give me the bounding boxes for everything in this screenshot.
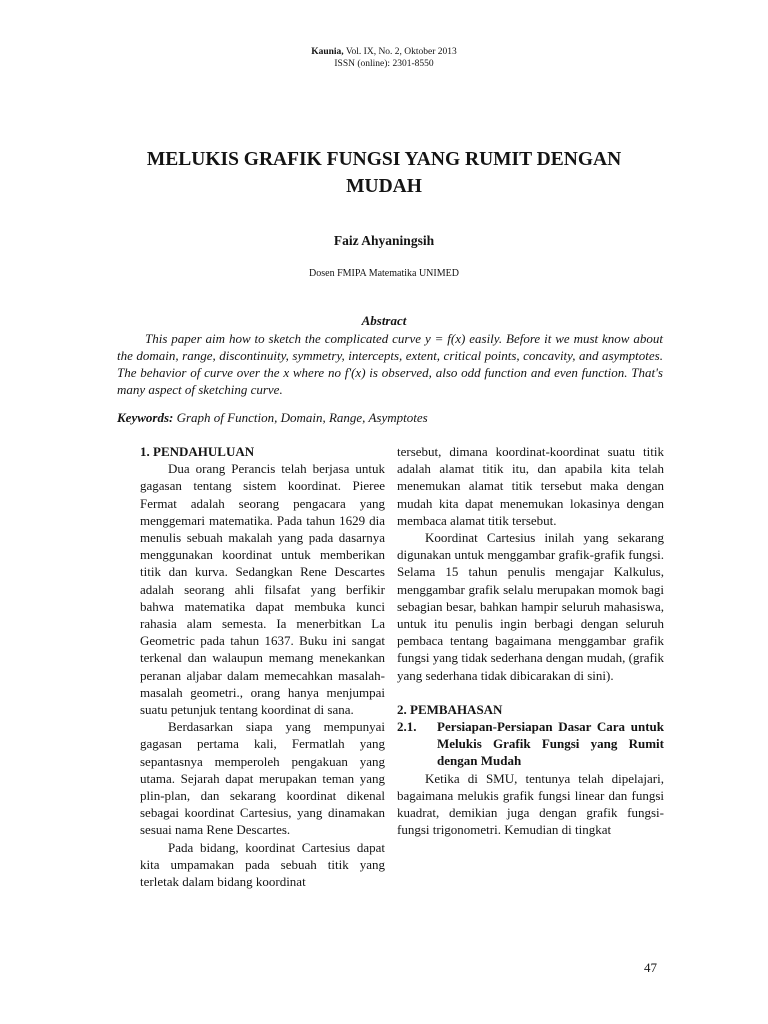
body-paragraph: Ketika di SMU, tentunya telah dipelajari, bagaimana melukis grafik fungsi linear dan fungsi kuadrat, demikian juga dengan grafik fungsi-fungsi trigonometri. Kemudian di tingkat [397,770,664,838]
journal-volume: Vol. IX, No. 2, Oktober 2013 [345,47,457,57]
page-number: 47 [644,960,657,975]
subsection-heading [397,718,664,770]
author-affiliation: Dosen FMIPA Matematika UNIMED [309,268,459,279]
abstract-heading: Abstract [361,313,407,328]
keywords-line [117,410,663,426]
body-paragraph: Koordinat Cartesius inilah yang sekarang digunakan untuk menggambar grafik-grafik fungsi. Selama 15 tahun penulis mengajar Kalkulus, menggambar grafik selalu merupakan momok bagi sebagian besar, bahkan hampir seluruh mahasiswa, untuk itu penulis ingin berbagi dengan seluruh pembaca tentang bagaimana menggambar grafik fungsi yang tidak sederhana dengan mudah, (grafik yang sederhana tidak dibicarakan di sini). [397,530,664,683]
journal-name: Kaunia, [311,47,344,57]
journal-volume-line [0,46,768,58]
subsection-title: Persiapan-Persiapan Dasar Cara untuk Melukis Grafik Fungsi yang Rumit dengan Mudah [437,719,664,769]
body-paragraph-continued: tersebut, dimana koordinat-koordinat suatu titik adalah alamat titik itu, dan apabila kita telah menemukan alamat titik tersebut maka dengan mudah kita dapat menemukan lokasinya dengan membaca alamat titik tersebut. [397,444,664,528]
keywords-text: Graph of Function, Domain, Range, Asymptotes [176,410,428,425]
running-header [0,46,768,70]
paper-title: MELUKIS GRAFIK FUNGSI YANG RUMIT DENGAN MUDAH [146,149,622,197]
body-paragraph: Berdasarkan siapa yang mempunyai gagasan pertama kali, Fermatlah yang sepantasnya memperoleh pengakuan yang utama. Sejarah dapat merupakan teman yang plin-plan, dan sekarang koordinat dikenal sebagai koordinat Cartesius, yang dinamakan sesuai nama Rene Descartes. [140,719,385,838]
journal-issn: ISSN (online): 2301-8550 [334,59,434,69]
body-paragraph: Pada bidang, koordinat Cartesius dapat kita umpamakan pada sebuah titik yang terletak dalam bidang koordinat [140,839,385,890]
section-heading-discussion: 2. PEMBAHASAN [397,701,503,717]
abstract-text: This paper aim how to sketch the complicated curve y = f(x) easily. Before it we must know about the domain, range, discontinuity, symmetry, intercepts, extent, critical points, concavity, and asymptotes. The behavior of curve over the x where no f'(x) is observed, also odd function and even function. That's many aspect of sketching curve. [117,331,663,397]
right-column [397,443,664,838]
keywords-label: Keywords: [117,410,174,425]
section-spacer [397,684,664,701]
section-heading-introduction: 1. PENDAHULUAN [140,444,255,459]
subsection-number: 2.1. [397,719,417,735]
left-column [140,443,385,890]
author-name: Faiz Ahyaningsih [333,233,435,248]
body-paragraph: Dua orang Perancis telah berjasa untuk gagasan tentang sistem koordinat. Pieree Fermat adalah seorang pengacara yang menggemari matematika. Pada tahun 1629 dia menulis sebuah makalah yang pada dasarnya menggunakan koordinat untuk memberikan titik dan kurva. Sedangkan Rene Descartes adalah seorang ahli filsafat yang berfikir bahwa matematika dapat membuka kunci rahasia alam semesta. Ia menerbitkan La Geometric pada tahun 1637. Buku ini sangat terkenal dan walaupun memang menekankan peranan aljabar dalam memecahkan masalah-masalah geometri., orang hanya menjumpai suatu petunjuk tentang koordinat di sana. [140,461,385,718]
